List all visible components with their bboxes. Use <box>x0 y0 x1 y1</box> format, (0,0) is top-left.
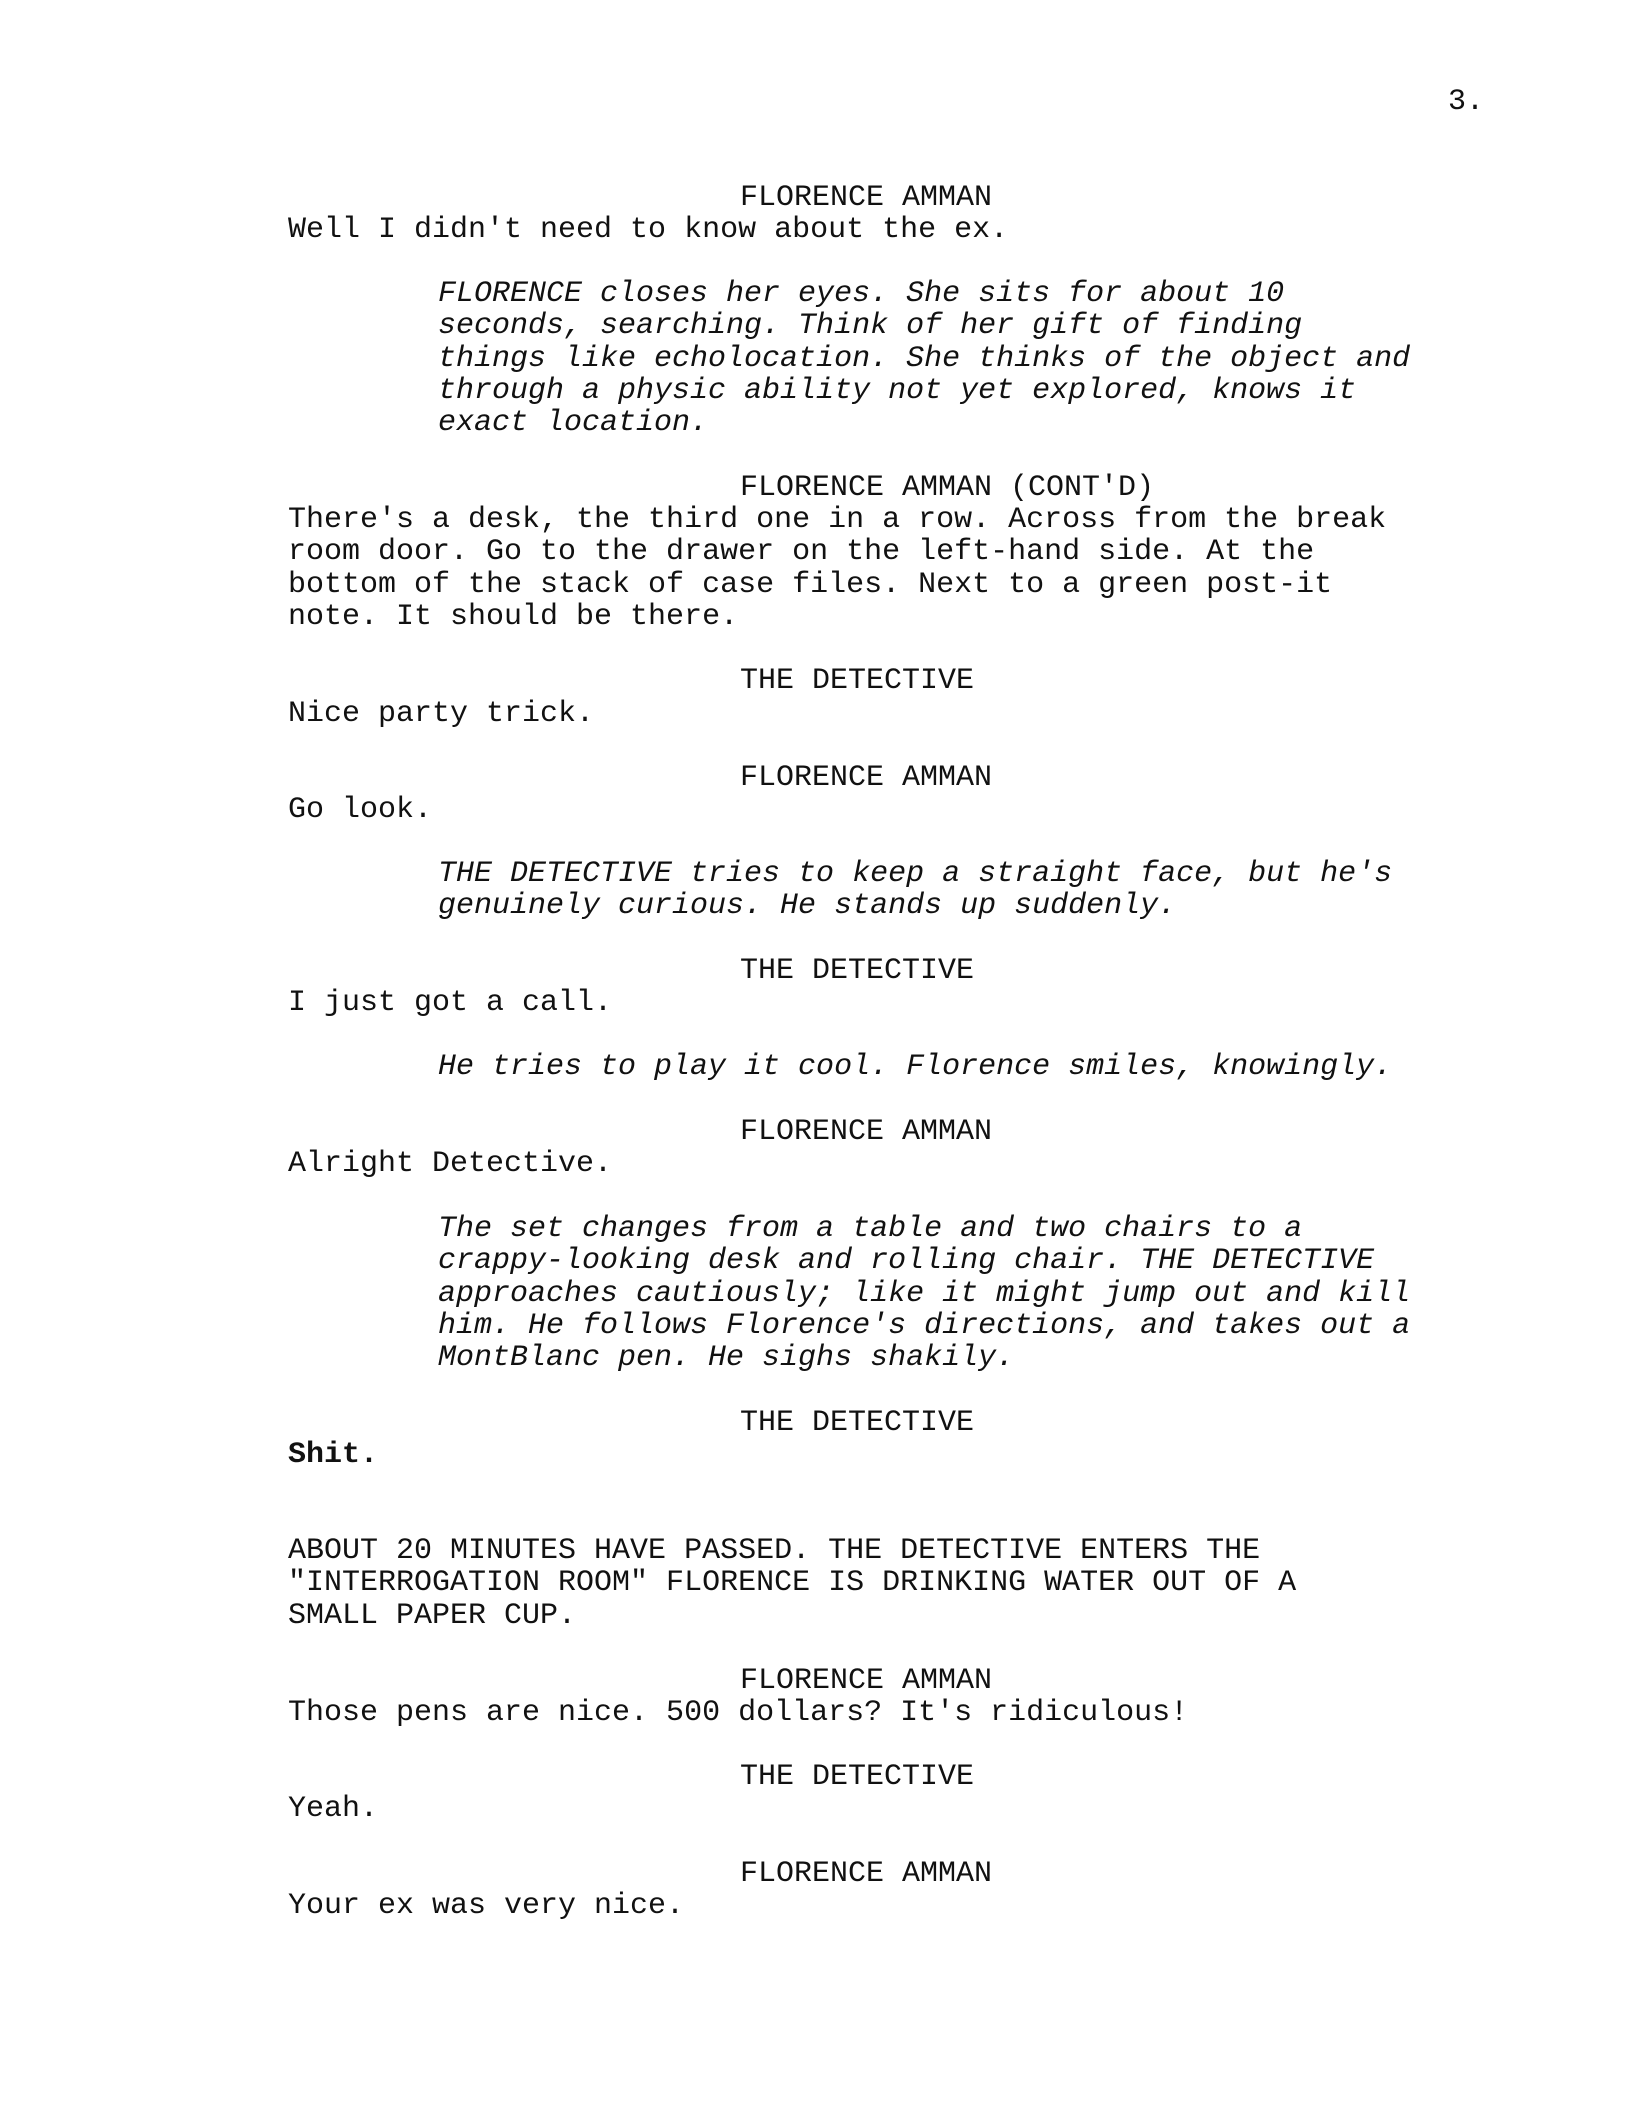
dialogue: Your ex was very nice. <box>288 1889 685 1923</box>
dialogue: There's a desk, the third one in a row. Across from the break room door. Go to the drawer on the left-hand side. At the bottom of the stack of case files. Next to a green post-it note. It should be there. <box>288 503 1387 634</box>
dialogue: Go look. <box>288 793 433 827</box>
dialogue: Those pens are nice. 500 dollars? It's ridiculous! <box>288 1696 1189 1730</box>
action-line: FLORENCE closes her eyes. She sits for about 10 seconds, searching. Think of her gift of finding things like echolocation. She thinks of the object and through a physic ability not yet explored, knows it exact location. <box>438 277 1411 441</box>
character-name: FLORENCE AMMAN <box>740 181 993 215</box>
dialogue: Yeah. <box>288 1792 379 1826</box>
dialogue: Alright Detective. <box>288 1147 613 1181</box>
dialogue: Shit. <box>288 1438 379 1472</box>
character-name: FLORENCE AMMAN (CONT'D) <box>740 471 1155 505</box>
action-line: The set changes from a table and two chairs to a crappy-looking desk and rolling chair. THE DETECTIVE approaches cautiously; like it might jump out and kill him. He follows Florence's directions, and takes out a MontBlanc pen. He sighs shakily. <box>438 1212 1411 1376</box>
dialogue: I just got a call. <box>288 986 613 1020</box>
action-line: THE DETECTIVE tries to keep a straight face, but he's genuinely curious. He stands up suddenly. <box>438 857 1393 924</box>
character-name: THE DETECTIVE <box>740 664 975 698</box>
dialogue: Nice party trick. <box>288 697 595 731</box>
character-name: THE DETECTIVE <box>740 954 975 988</box>
scene-description: ABOUT 20 MINUTES HAVE PASSED. THE DETECTIVE ENTERS THE "INTERROGATION ROOM" FLORENCE IS DRINKING WATER OUT OF A SMALL PAPER CUP. <box>288 1534 1297 1633</box>
character-name: FLORENCE AMMAN <box>740 761 993 795</box>
character-name: FLORENCE AMMAN <box>740 1115 993 1149</box>
character-name: THE DETECTIVE <box>740 1406 975 1440</box>
action-line: He tries to play it cool. Florence smiles, knowingly. <box>438 1050 1393 1084</box>
page-number: 3. <box>1448 85 1485 119</box>
character-name: THE DETECTIVE <box>740 1760 975 1794</box>
character-name: FLORENCE AMMAN <box>740 1857 993 1891</box>
dialogue: Well I didn't need to know about the ex. <box>288 213 1009 247</box>
character-name: FLORENCE AMMAN <box>740 1664 993 1698</box>
